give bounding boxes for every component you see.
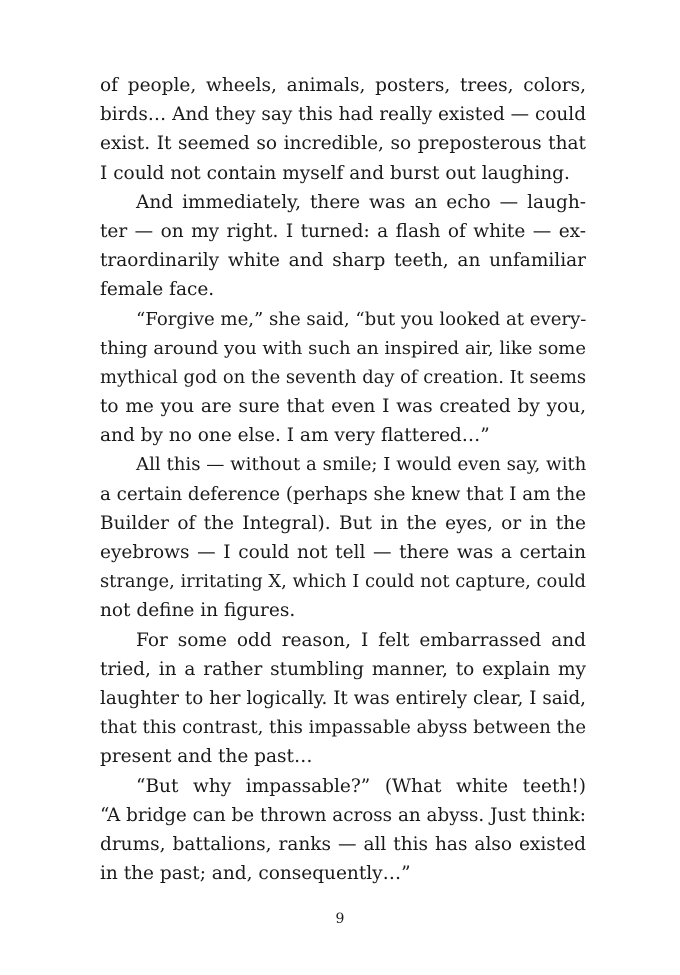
text-line: and by no one else. I am very flattered…”	[100, 425, 490, 447]
text-line: “A bridge can be thrown across an abyss. Just think:	[100, 804, 586, 826]
text-line: not define in figures.	[100, 600, 296, 622]
text-line: of people, wheels, animals, posters, trees, colors,	[100, 75, 586, 96]
text-line: I could not contain myself and burst out laughing.	[100, 162, 570, 184]
text-line: And immediately, there was an echo — laugh-	[136, 191, 586, 213]
text-line: in the past; and, consequently…”	[100, 863, 411, 885]
paragraph	[100, 626, 586, 772]
paragraph	[100, 772, 586, 889]
paragraph	[100, 188, 586, 305]
text-line: mythical god on the seventh day of creation. It seems	[100, 366, 586, 388]
text-line: “But why impassable?” (What white teeth!)	[136, 775, 586, 797]
text-line: traordinarily white and sharp teeth, an unfamiliar	[100, 250, 586, 272]
paragraph	[100, 450, 586, 625]
text-line: strange, irritating X, which I could not capture, could	[100, 571, 586, 593]
body-text	[100, 71, 586, 888]
text-line: laughter to her logically. It was entirely clear, I said,	[100, 687, 586, 709]
text-line: All this — without a smile; I would even say, with	[136, 454, 587, 476]
text-line: Builder of the Integral). But in the eyes, or in the	[100, 512, 586, 534]
text-line: present and the past…	[100, 746, 313, 768]
text-line: ter — on my right. I turned: a flash of white — ex-	[100, 220, 586, 242]
text-line: exist. It seemed so incredible, so preposterous that	[100, 133, 586, 155]
text-line: drums, battalions, ranks — all this has also existed	[100, 833, 586, 855]
text-line: a certain deference (perhaps she knew that I am the	[100, 483, 586, 505]
text-line: birds… And they say this had really existed — could	[100, 104, 586, 126]
text-line: For some odd reason, I felt embarrassed and	[136, 629, 586, 651]
text-line: female face.	[100, 279, 215, 301]
text-line: that this contrast, this impassable abyss between the	[100, 717, 586, 739]
text-line: to me you are sure that even I was created by you,	[100, 396, 586, 418]
paragraph	[100, 305, 586, 451]
text-line: thing around you with such an inspired air, like some	[100, 337, 586, 359]
text-line: tried, in a rather stumbling manner, to explain my	[100, 658, 586, 680]
page-number: 9	[335, 911, 345, 927]
text-line: “Forgive me,” she said, “but you looked at every-	[136, 308, 587, 330]
text-line: eyebrows — I could not tell — there was a certain	[100, 542, 586, 563]
paragraph	[100, 71, 586, 188]
